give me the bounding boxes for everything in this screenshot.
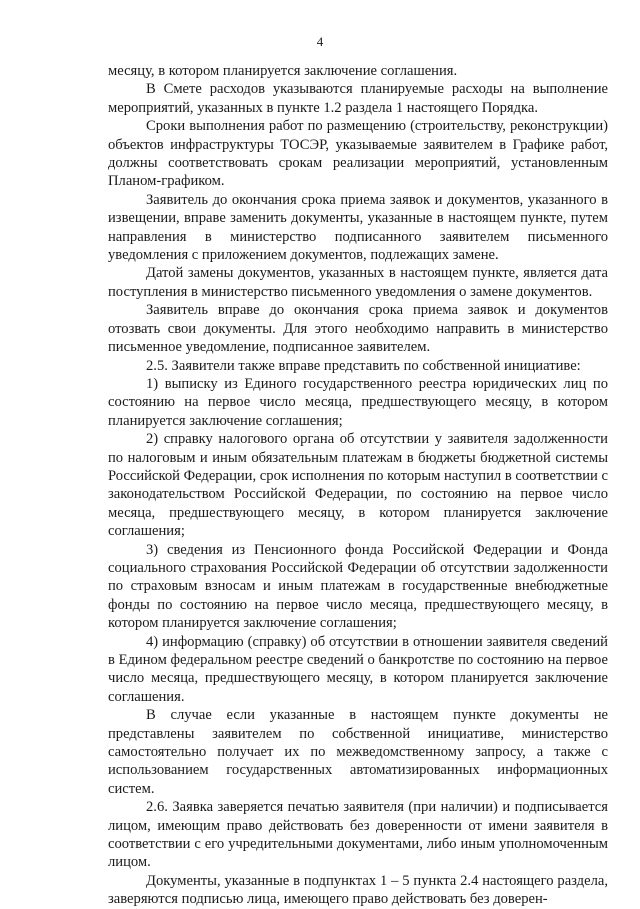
paragraph: Заявитель до окончания срока приема заявок и документов, указанного в извещении, вправе заменить документы, указанные в настоящем пункте, путем направления в министерство подписанного заявителем письменного уведомления с приложением документов, подлежащих замене. (108, 191, 608, 264)
paragraph: В случае если указанные в настоящем пункте документы не представлены заявителем по собственной инициативе, министерство самостоятельно получает их по межведомственному запросу, а также с использованием государственных автоматизированных информационных систем. (108, 707, 608, 797)
paragraph: месяцу, в котором планируется заключение соглашения. (108, 63, 458, 79)
list-item-4: 4) информацию (справку) об отсутствии в отношении заявителя сведений в Едином федеральном реестре сведений о банкротстве по состоянию на первое число месяца, предшествующего месяцу, в котором планируется заключение соглашения. (108, 633, 608, 705)
section-heading-2-5: 2.5. Заявители также вправе представить по собственной инициативе: (146, 357, 581, 374)
paragraph: Документы, указанные в подпунктах 1 – 5 пункта 2.4 настоящего раздела, заверяются подписью лица, имеющего право действовать без доверен- (108, 872, 608, 908)
paragraph: В Смете расходов указываются планируемые расходы на выполнение мероприятий, указанных в пункте 1.2 раздела 1 настоящего Порядка. (108, 81, 608, 116)
section-paragraph-2-6: 2.6. Заявка заверяется печатью заявителя (при наличии) и подписывается лицом, имеющим право действовать без доверенности от имени заявителя в соответствии с его учредительными документами, либо иным уполномоченным лицом. (108, 799, 608, 871)
paragraph: Датой замены документов, указанных в настоящем пункте, является дата поступления в министерство письменного уведомления о замене документов. (108, 265, 608, 300)
list-item-1: 1) выписку из Единого государственного реестра юридических лиц по состоянию на первое число месяца, предшествующего месяцу, в котором планируется заключение соглашения; (108, 375, 608, 429)
list-item-2: 2) справку налогового органа об отсутствии у заявителя задолженности по налоговым и иным обязательным платежам в бюджеты бюджетной системы Российской Федерации, срок исполнения по которым наступил в соответствии с законодательством Российской Федерации, по состоянию на первое число месяца, предшествующего месяцу, в котором планируется заключение соглашения; (108, 431, 608, 540)
paragraph: Сроки выполнения работ по размещению (строительству, реконструкции) объектов инфраструктуры ТОСЭР, указываемые заявителем в Графике работ, должны соответствовать срокам реализации мероприятий, установленным Планом-графиком. (108, 118, 608, 190)
paragraph: Заявитель вправе до окончания срока приема заявок и документов отозвать свои документы. Для этого необходимо направить в министерство письменное уведомление, подписанное заявителем. (108, 302, 608, 356)
page-number: 4 (316, 34, 324, 49)
list-item-3: 3) сведения из Пенсионного фонда Российской Федерации и Фонда социального страхования Российской Федерации об отсутствии задолженности по страховым взносам и иным платежам в государственные внебюджетные фонды по состоянию на первое число месяца, предшествующего месяцу, в котором планируется заключение соглашения; (108, 541, 608, 632)
document-body (108, 62, 608, 909)
